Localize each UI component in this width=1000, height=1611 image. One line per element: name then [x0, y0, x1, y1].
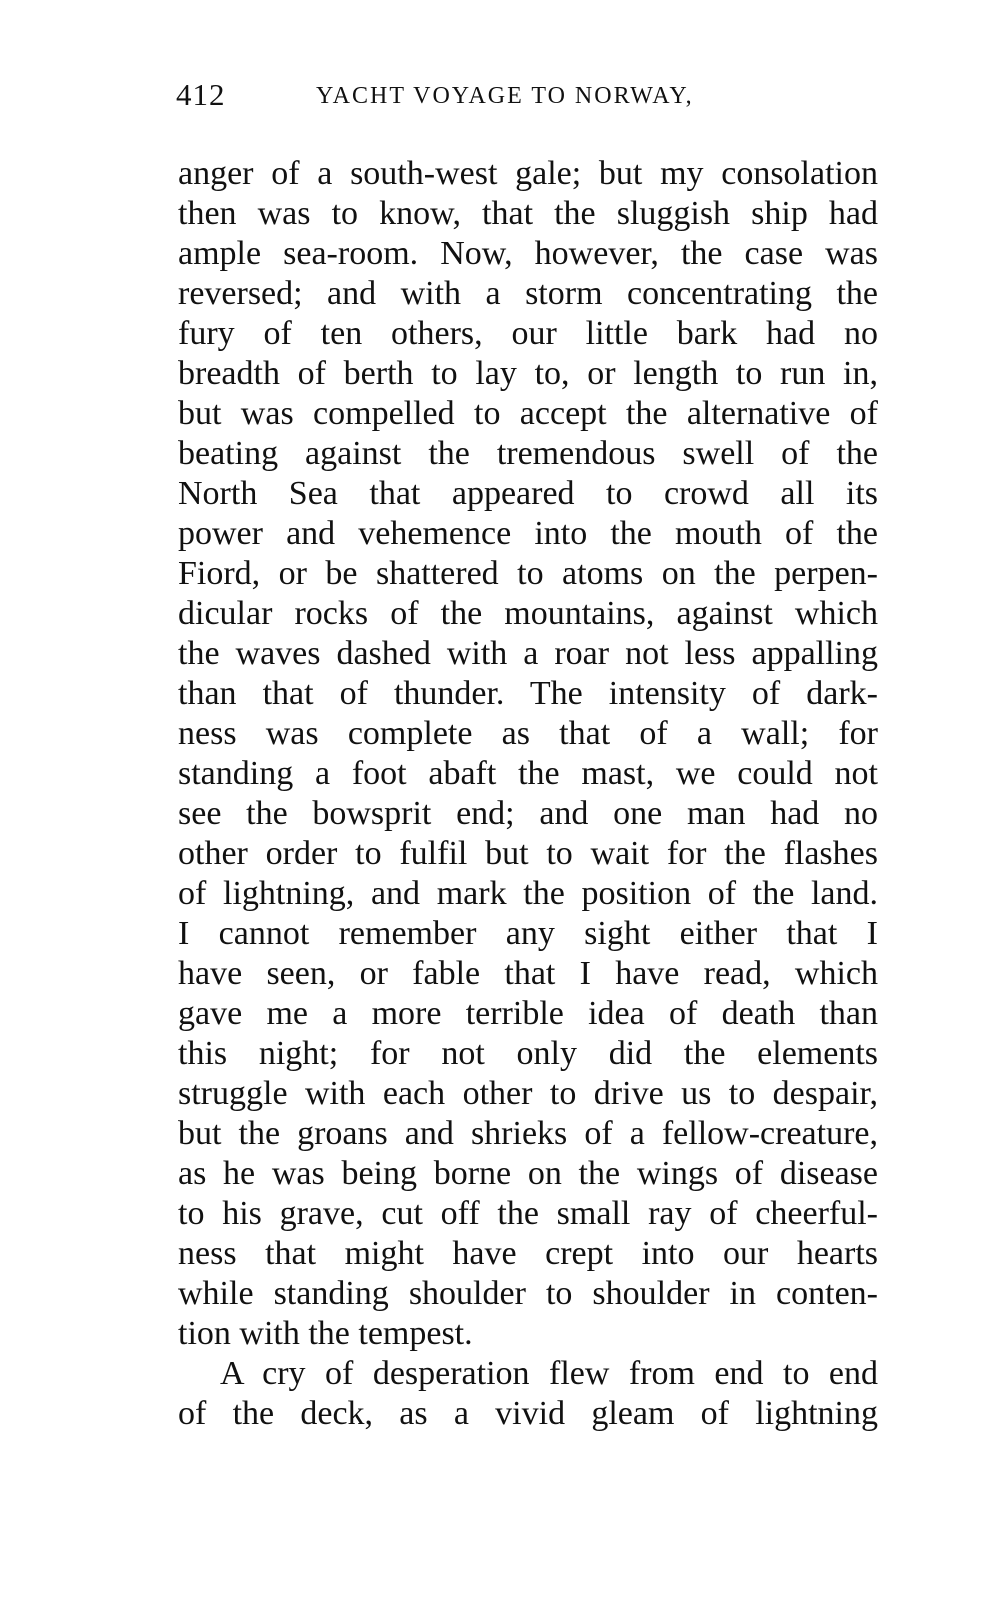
text-line: breadth of berth to lay to, or length to run in,	[178, 355, 878, 392]
text-line: see the bowsprit end; and one man had no	[178, 795, 878, 832]
text-line: to his grave, cut off the small ray of cheerful-	[178, 1195, 878, 1232]
text-line: ness that might have crept into our hearts	[178, 1235, 878, 1272]
text-line: of the deck, as a vivid gleam of lightning	[178, 1395, 878, 1432]
text-line: this night; for not only did the elements	[178, 1035, 878, 1072]
text-line: gave me a more terrible idea of death than	[178, 995, 878, 1032]
text-line: but the groans and shrieks of a fellow-creature,	[178, 1115, 878, 1152]
running-title: YACHT VOYAGE TO NORWAY,	[316, 83, 694, 109]
text-line: than that of thunder. The intensity of dark-	[178, 675, 878, 712]
text-line: ness was complete as that of a wall; for	[178, 715, 878, 752]
text-line: fury of ten others, our little bark had no	[178, 315, 878, 352]
paragraph-end-line: tion with the tempest.	[178, 1315, 473, 1352]
text-line: beating against the tremendous swell of the	[178, 435, 878, 472]
text-line: then was to know, that the sluggish ship had	[178, 195, 878, 232]
text-line: dicular rocks of the mountains, against which	[178, 595, 878, 632]
text-line: power and vehemence into the mouth of the	[178, 515, 878, 552]
page-header	[176, 70, 896, 120]
paragraph-start-line: A cry of desperation flew from end to end	[220, 1355, 878, 1392]
text-line: reversed; and with a storm concentrating the	[178, 275, 878, 312]
text-line: standing a foot abaft the mast, we could not	[178, 755, 878, 792]
text-line: other order to fulfil but to wait for the flashes	[178, 835, 878, 872]
text-line: North Sea that appeared to crowd all its	[178, 475, 878, 512]
text-line: as he was being borne on the wings of disease	[178, 1155, 878, 1192]
text-line: the waves dashed with a roar not less appalling	[178, 635, 878, 672]
text-line: have seen, or fable that I have read, which	[178, 955, 878, 992]
text-line: while standing shoulder to shoulder in conten-	[178, 1275, 878, 1312]
page-number: 412	[176, 77, 226, 112]
text-line: ample sea-room. Now, however, the case was	[178, 235, 878, 272]
text-line: I cannot remember any sight either that I	[178, 915, 878, 952]
text-line: of lightning, and mark the position of the land.	[178, 875, 878, 912]
text-line: but was compelled to accept the alternative of	[178, 395, 878, 432]
text-line: Fiord, or be shattered to atoms on the perpen-	[178, 555, 878, 592]
body-text	[178, 154, 878, 1434]
text-line: struggle with each other to drive us to despair,	[178, 1075, 878, 1112]
text-line: anger of a south-west gale; but my consolation	[178, 155, 878, 192]
